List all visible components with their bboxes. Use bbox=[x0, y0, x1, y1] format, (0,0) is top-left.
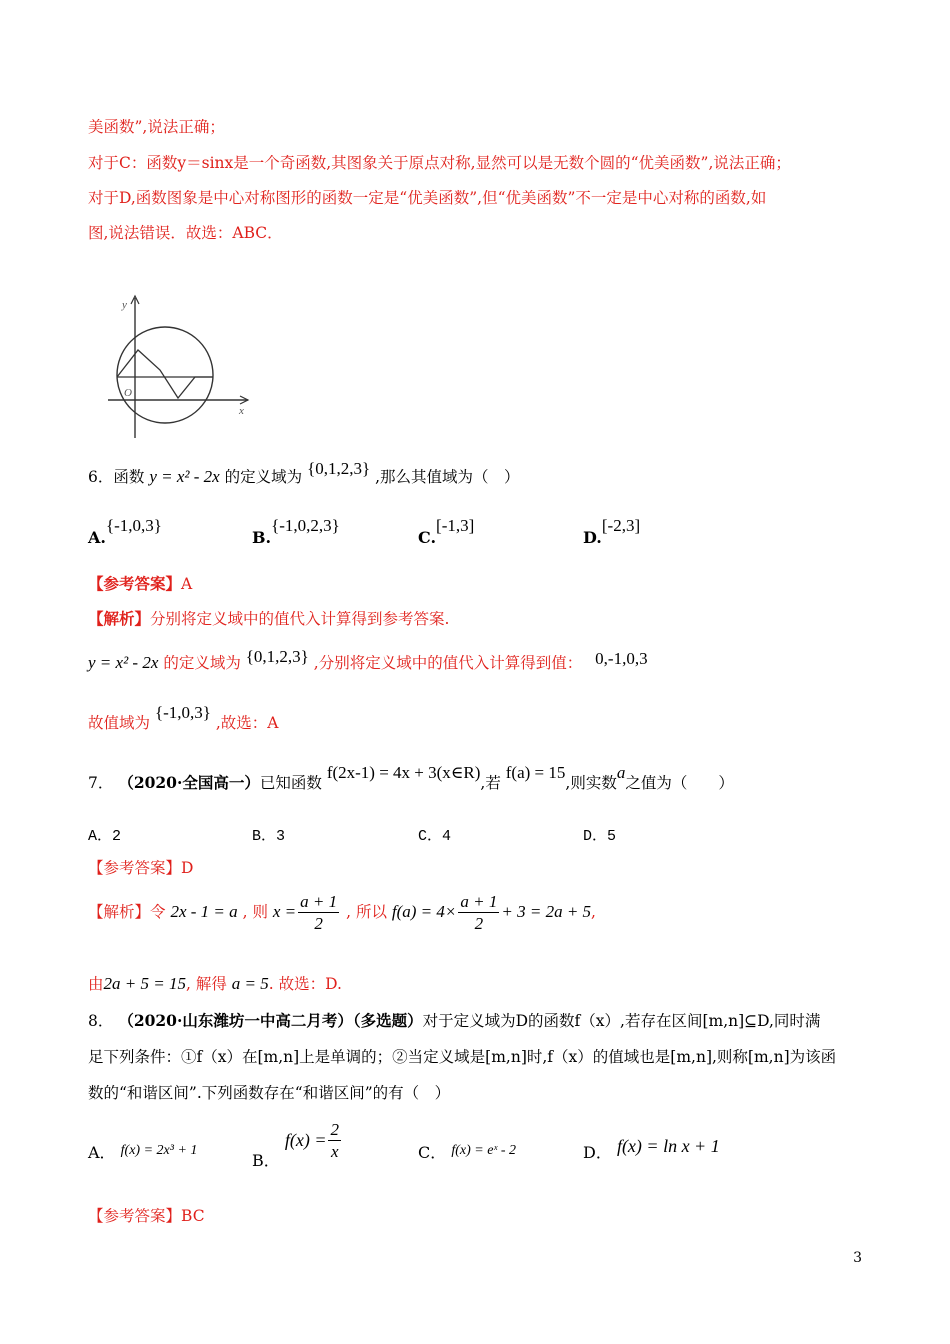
q6-analysis-text: 分别将定义域中的值代入计算得到参考答案. bbox=[150, 610, 450, 628]
q6-analysis-text-2: ,分别将定义域中的值代入计算得到值： bbox=[313, 654, 583, 672]
q6-answer-label: 【参考答案】 bbox=[88, 574, 182, 593]
q8-option-a-value: f(x) = 2x³ + 1 bbox=[120, 1143, 198, 1158]
q6-analysis bbox=[88, 608, 449, 630]
q8-option-c-value: f(x) = eˣ - 2 bbox=[451, 1143, 517, 1158]
q6-text-2: 的定义域为 bbox=[224, 468, 303, 486]
q7-option-d bbox=[583, 824, 616, 845]
q6-range-text-2: ,故选：A bbox=[215, 714, 279, 732]
q7-condition: f(a) = 15 bbox=[505, 763, 566, 782]
q7-option-c-label: C． bbox=[418, 828, 443, 845]
q7-solution-eq-1: 2a + 5 = 15 bbox=[103, 974, 186, 993]
q8-option-a-label: A． bbox=[88, 1143, 116, 1162]
q6-domain: {0,1,2,3} bbox=[307, 459, 371, 478]
q7-option-b-value: 3 bbox=[276, 828, 286, 845]
circle-function-figure bbox=[100, 290, 260, 445]
q6-text-3: ,那么其值域为（ ） bbox=[375, 468, 520, 486]
q7-analysis-eq-3-lhs: f(a) = 4× bbox=[391, 902, 457, 921]
q7-solution-eq-2: a = 5 bbox=[231, 974, 269, 993]
q7-number: 7． bbox=[88, 774, 114, 792]
q6-number: 6． bbox=[88, 468, 114, 486]
q8-option-d bbox=[583, 1136, 720, 1163]
q6-option-c-label: C. bbox=[418, 528, 437, 547]
q6-option-c bbox=[418, 516, 475, 547]
q7-variable: a bbox=[616, 763, 626, 782]
q8-option-b-fraction bbox=[328, 1120, 341, 1163]
q6-answer-value: A bbox=[181, 575, 193, 593]
q5-line-4: 图,说法错误．故选：ABC． bbox=[88, 224, 283, 242]
q5-line-2: 对于C：函数y＝sinx是一个奇函数,其图象关于原点对称,显然可以是无数个圆的“优美函数”,说法正确； bbox=[88, 154, 791, 172]
q5-line-1: 美函数”,说法正确； bbox=[88, 118, 225, 136]
q7-analysis-text-2: , 则 bbox=[242, 903, 268, 921]
q7-analysis-eq-2-fraction bbox=[298, 892, 339, 935]
q7-frac-2-num: a + 1 bbox=[300, 891, 338, 911]
page-number: 3 bbox=[853, 1250, 862, 1266]
q8-option-c-label: C． bbox=[418, 1143, 447, 1162]
q6-option-b-label: B. bbox=[252, 528, 272, 547]
q7-frac-2-den: 2 bbox=[314, 913, 323, 933]
q6-analysis-domain: {0,1,2,3} bbox=[245, 647, 309, 666]
q8-option-b-label: B． bbox=[252, 1151, 280, 1170]
q7-option-b-label: B． bbox=[252, 828, 277, 845]
q6-option-a-label: A. bbox=[88, 528, 106, 547]
q6-analysis-function: y = x² - 2x bbox=[88, 653, 159, 672]
q7-analysis bbox=[88, 890, 596, 935]
q6-answer bbox=[88, 573, 192, 595]
circle bbox=[117, 327, 213, 423]
q8-line-3: 数的“和谐区间”.下列函数存在“和谐区间”的有（ ） bbox=[88, 1084, 451, 1102]
q7-option-a-label: A． bbox=[88, 828, 113, 845]
q7-analysis-eq-2-lhs: x = bbox=[272, 902, 297, 921]
q6-option-a-value: {-1,0,3} bbox=[105, 516, 162, 535]
q6-analysis-text-1: 的定义域为 bbox=[163, 654, 241, 672]
q8-source: （2020·山东潍坊一中高二月考）（多选题） bbox=[118, 1011, 423, 1030]
q7-option-a-value: 2 bbox=[112, 828, 122, 845]
q7-analysis-eq-1: 2x - 1 = a bbox=[170, 902, 238, 921]
q8-option-b-lhs: f(x) = bbox=[284, 1130, 327, 1150]
q7-option-a bbox=[88, 824, 121, 845]
q8-line-1 bbox=[88, 1010, 820, 1032]
q6-stem bbox=[88, 459, 520, 488]
q7-option-d-value: 5 bbox=[607, 828, 617, 845]
q6-function: y = x² - 2x bbox=[149, 467, 220, 486]
q6-option-d-label: D. bbox=[583, 528, 602, 547]
q7-solution-text-2: , 解得 bbox=[185, 975, 227, 993]
q7-answer bbox=[88, 857, 193, 879]
q7-analysis-text-3: , 所以 bbox=[346, 903, 387, 921]
q7-solution bbox=[88, 973, 342, 995]
q8-option-b-den: x bbox=[330, 1142, 339, 1161]
q6-analysis-values: 0,-1,0,3 bbox=[595, 649, 648, 668]
q8-option-d-label: D． bbox=[583, 1143, 612, 1162]
q8-option-a bbox=[88, 1140, 197, 1163]
q7-function: f(2x-1) = 4x + 3(x∈R) bbox=[326, 763, 481, 782]
q8-answer bbox=[88, 1205, 205, 1227]
q7-option-c-value: 4 bbox=[442, 828, 452, 845]
q7-option-c bbox=[418, 824, 451, 845]
q7-answer-label: 【参考答案】 bbox=[88, 859, 182, 877]
q7-option-d-label: D． bbox=[583, 828, 608, 845]
q6-option-d-value: [-2,3] bbox=[601, 516, 641, 535]
q8-answer-value: BC bbox=[181, 1207, 205, 1225]
q7-analysis-text-4: , bbox=[591, 903, 596, 921]
q8-answer-label: 【参考答案】 bbox=[88, 1207, 182, 1225]
q7-text-1: 已知函数 bbox=[259, 774, 322, 792]
y-axis-label: y bbox=[122, 299, 127, 311]
q6-option-b bbox=[252, 516, 340, 547]
q5-line-3: 对于D,函数图象是中心对称图形的函数一定是“优美函数”,但“优美函数”不一定是中心对称的函数,如 bbox=[88, 189, 767, 207]
q7-analysis-text-1: 令 bbox=[150, 903, 166, 921]
q7-answer-value: D bbox=[181, 859, 194, 877]
q6-range-text-1: 故值域为 bbox=[88, 714, 151, 732]
x-axis-label: x bbox=[239, 405, 244, 417]
q8-option-d-value: f(x) = ln x + 1 bbox=[616, 1136, 720, 1156]
q6-option-a bbox=[88, 516, 162, 547]
q6-option-c-value: [-1,3] bbox=[436, 516, 475, 535]
q6-analysis-label: 【解析】 bbox=[88, 609, 151, 628]
q7-source: （2020·全国高一） bbox=[118, 773, 260, 792]
q7-analysis-eq-3-fraction bbox=[458, 892, 499, 935]
q8-option-c bbox=[418, 1140, 516, 1163]
q8-number: 8． bbox=[88, 1012, 114, 1030]
q7-text-2: ,若 bbox=[480, 774, 501, 792]
q7-solution-text-3: . 故选：D. bbox=[268, 975, 342, 993]
q6-analysis-line bbox=[88, 647, 648, 674]
q6-range-value: {-1,0,3} bbox=[154, 703, 211, 722]
q8-line-2: 足下列条件：①f（x）在[m,n]上是单调的；②当定义域是[m,n]时,f（x）的值域也是[m,n],则称[m,n]为该函 bbox=[88, 1048, 837, 1066]
origin-label: O bbox=[124, 387, 132, 399]
q8-line-1-text: 对于定义域为D的函数f（x）,若存在区间[m,n]⊆D,同时满 bbox=[422, 1012, 821, 1030]
q6-option-d bbox=[583, 516, 641, 547]
q7-stem bbox=[88, 763, 734, 794]
q6-option-b-value: {-1,0,2,3} bbox=[271, 516, 340, 535]
q7-frac-3-num: a + 1 bbox=[460, 891, 498, 911]
q7-text-3: ,则实数 bbox=[565, 774, 617, 792]
q8-option-b-num: 2 bbox=[330, 1120, 339, 1139]
q7-analysis-label: 【解析】 bbox=[88, 903, 151, 921]
q8-option-b bbox=[252, 1120, 343, 1170]
q7-text-4: 之值为（ ） bbox=[625, 774, 734, 792]
q7-analysis-eq-3-rhs: + 3 = 2a + 5 bbox=[501, 902, 592, 921]
q7-option-b bbox=[252, 824, 285, 845]
q7-solution-text-1: 由 bbox=[88, 975, 104, 993]
q6-text-1: 函数 bbox=[113, 468, 145, 486]
q7-frac-3-den: 2 bbox=[474, 913, 484, 933]
q6-range bbox=[88, 703, 279, 734]
